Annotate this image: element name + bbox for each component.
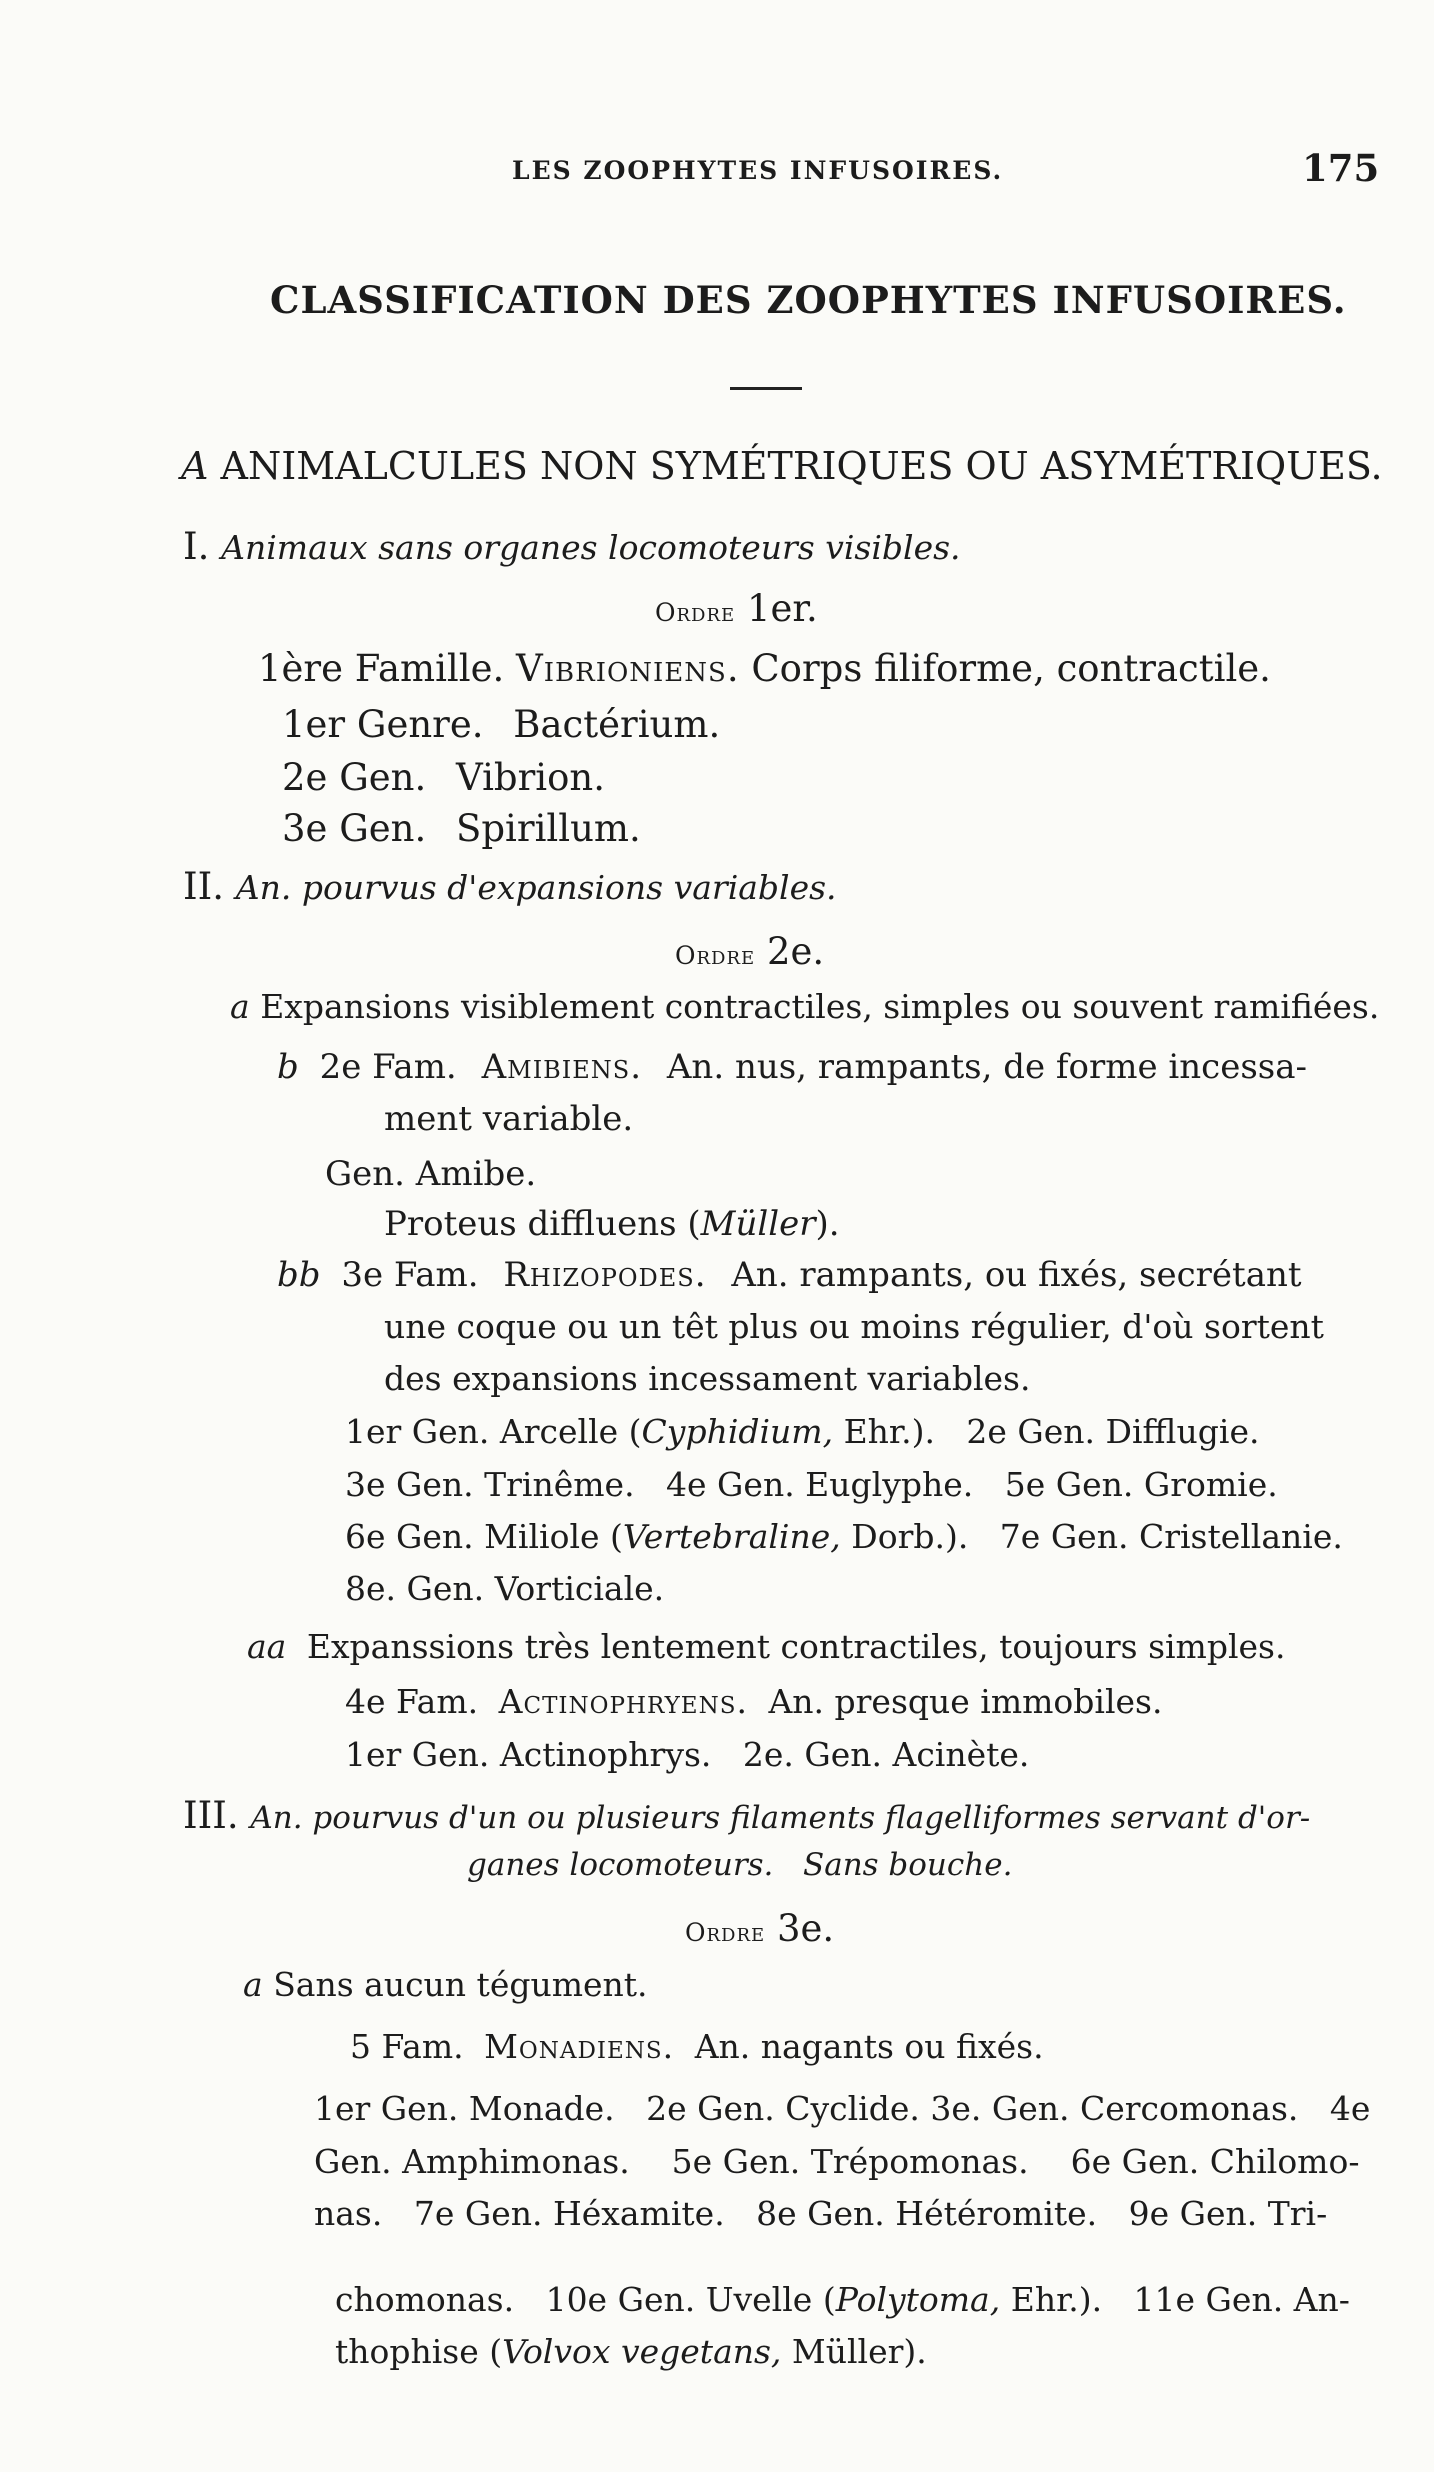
genus-1-1-rank: 1er Genre. — [282, 703, 484, 746]
title-rule — [730, 387, 802, 390]
synonym-author: Müller — [700, 1204, 816, 1244]
family-3-desc-1: An. rampants, ou fixés, secrétant — [731, 1255, 1302, 1295]
family-2-synonym — [384, 1204, 840, 1244]
family-3-name: Rhizopodes. — [503, 1255, 707, 1295]
family-5 — [350, 2027, 1044, 2066]
order-1 — [655, 587, 818, 630]
family-3-genera-3 — [345, 1517, 1343, 1556]
family-3-genera-2: 3e Gen. Trinême. 4e Gen. Euglyphe. 5e Gen. Gromie. — [345, 1465, 1278, 1504]
family-5-genera-2: Gen. Amphimonas. 5e Gen. Trépomonas. 6e Gen. Chilomo- — [314, 2142, 1360, 2181]
family-3-prefix: 3e Fam. — [341, 1255, 479, 1295]
family-3-genera-3-b: Dorb.). 7e Gen. Cristellanie. — [840, 1517, 1343, 1556]
group-3-sub-a-text: Sans aucun tégument. — [273, 1965, 648, 2004]
family-2 — [277, 1047, 1307, 1087]
family-2-desc-1: An. nus, rampants, de forme incessa- — [666, 1047, 1307, 1087]
running-title: LES ZOOPHYTES INFUSOIRES. — [512, 156, 1004, 185]
family-3 — [277, 1255, 1302, 1295]
order-3 — [685, 1907, 835, 1950]
group-3-heading — [183, 1794, 1311, 1837]
family-2-marker: b — [277, 1047, 299, 1087]
family-5-desc: An. nagants ou fixés. — [694, 2027, 1044, 2066]
family-3-genera-1-b: Ehr.). 2e Gen. Difflugie. — [833, 1412, 1260, 1451]
group-3-title-1: An. pourvus d'un ou plusieurs filaments flagelliformes servant d'or- — [250, 1800, 1311, 1836]
order-1-word: Ordre — [655, 598, 736, 627]
family-3-genera-1 — [345, 1412, 1260, 1451]
group-2-sub-aa-text: Expanssions très lentement contractiles, toujours simples. — [306, 1627, 1286, 1666]
group-2-sub-a — [230, 987, 1380, 1026]
family-4-desc: An. presque immobiles. — [768, 1682, 1163, 1721]
family-3-desc-3: des expansions incessament variables. — [384, 1359, 1031, 1398]
genus-1-2-rank: 2e Gen. — [282, 756, 427, 799]
page-number: 175 — [1302, 146, 1380, 190]
order-2-num: 2e. — [766, 930, 825, 973]
order-1-num: 1er. — [746, 587, 818, 630]
genus-1-2 — [282, 756, 605, 799]
family-5-genera-3: nas. 7e Gen. Héxamite. 8e Gen. Hétéromite. 9e Gen. Tri- — [314, 2194, 1328, 2233]
family-1-desc: Corps filiforme, contractile. — [751, 647, 1271, 690]
section-a-heading — [181, 444, 1383, 488]
family-3-genera-3-italic: Vertebraline, — [622, 1517, 841, 1556]
group-3-sub-a-marker: a — [243, 1965, 263, 2004]
section-a-text: ANIMALCULES NON SYMÉTRIQUES OU ASYMÉTRIQUES. — [220, 444, 1383, 488]
group-1-title: Animaux sans organes locomoteurs visibles. — [221, 528, 961, 567]
order-3-num: 3e. — [776, 1907, 835, 1950]
section-a-letter: A — [181, 444, 209, 488]
family-5-genera-4-italic: Polytoma, — [835, 2280, 1001, 2319]
family-4-prefix: 4e Fam. — [345, 1682, 479, 1721]
family-3-marker: bb — [277, 1255, 321, 1295]
group-2-title: An. pourvus d'expansions variables. — [235, 868, 837, 907]
family-3-genera-3-a: 6e Gen. Miliole ( — [345, 1517, 623, 1556]
family-5-genera-5-b: Müller). — [781, 2332, 927, 2371]
family-2-prefix: 2e Fam. — [319, 1047, 457, 1087]
family-3-genera-1-italic: Cyphidium, — [641, 1412, 834, 1451]
family-3-genera-4: 8e. Gen. Vorticiale. — [345, 1569, 665, 1608]
group-2-sub-a-marker: a — [230, 987, 250, 1026]
family-5-prefix: 5 Fam. — [350, 2027, 464, 2066]
order-2-word: Ordre — [675, 941, 756, 970]
family-5-genera-5-a: thophise ( — [334, 2332, 503, 2371]
family-5-genera-4-a: chomonas. 10e Gen. Uvelle ( — [334, 2280, 836, 2319]
family-3-desc-2: une coque ou un têt plus ou moins régulier, d'où sortent — [384, 1307, 1324, 1346]
family-5-genera-5 — [314, 2302, 927, 2371]
genus-1-2-name: Vibrion. — [456, 756, 605, 799]
group-3-sub-a — [243, 1965, 648, 2004]
group-2-sub-aa — [247, 1627, 1286, 1666]
family-2-desc-2: ment variable. — [384, 1099, 634, 1139]
family-2-genus: Gen. Amibe. — [325, 1154, 537, 1194]
family-1 — [258, 647, 1271, 690]
genus-1-1-name: Bactérium. — [513, 703, 721, 746]
group-3-title-2: ganes locomoteurs. Sans bouche. — [467, 1847, 1013, 1883]
synonym-name: Proteus diffluens ( — [384, 1204, 701, 1244]
group-3-numeral: III. — [183, 1794, 239, 1837]
group-1-numeral: I. — [183, 525, 210, 568]
family-5-genera-5-italic: Volvox vegetans, — [502, 2332, 782, 2371]
family-1-name: Vibrioniens. — [516, 647, 740, 690]
genus-1-3-name: Spirillum. — [456, 807, 641, 850]
family-5-name: Monadiens. — [484, 2027, 675, 2066]
genus-1-1 — [282, 703, 721, 746]
family-2-name: Amibiens. — [481, 1047, 643, 1087]
family-4-name: Actinophryens. — [498, 1682, 748, 1721]
synonym-close: ). — [815, 1204, 840, 1244]
group-2-sub-a-text: Expansions visiblement contractiles, simples ou souvent ramifiées. — [260, 987, 1380, 1026]
group-2-numeral: II. — [183, 865, 224, 908]
group-2-sub-aa-marker: aa — [247, 1627, 287, 1666]
family-4-genera: 1er Gen. Actinophrys. 2e. Gen. Acinète. — [345, 1735, 1030, 1774]
group-1-heading — [183, 525, 961, 568]
family-3-genera-1-a: 1er Gen. Arcelle ( — [345, 1412, 642, 1451]
order-2 — [675, 930, 825, 973]
group-2-heading — [183, 865, 837, 908]
genus-1-3 — [282, 807, 641, 850]
family-5-genera-1: 1er Gen. Monade. 2e Gen. Cyclide. 3e. Gen. Cercomonas. 4e — [314, 2089, 1371, 2128]
family-1-prefix: 1ère Famille. — [258, 647, 505, 690]
genus-1-3-rank: 3e Gen. — [282, 807, 427, 850]
order-3-word: Ordre — [685, 1918, 766, 1947]
page-title: CLASSIFICATION DES ZOOPHYTES INFUSOIRES. — [270, 278, 1347, 322]
family-5-genera-4-b: Ehr.). 11e Gen. An- — [1000, 2280, 1350, 2319]
family-4 — [345, 1682, 1163, 1721]
